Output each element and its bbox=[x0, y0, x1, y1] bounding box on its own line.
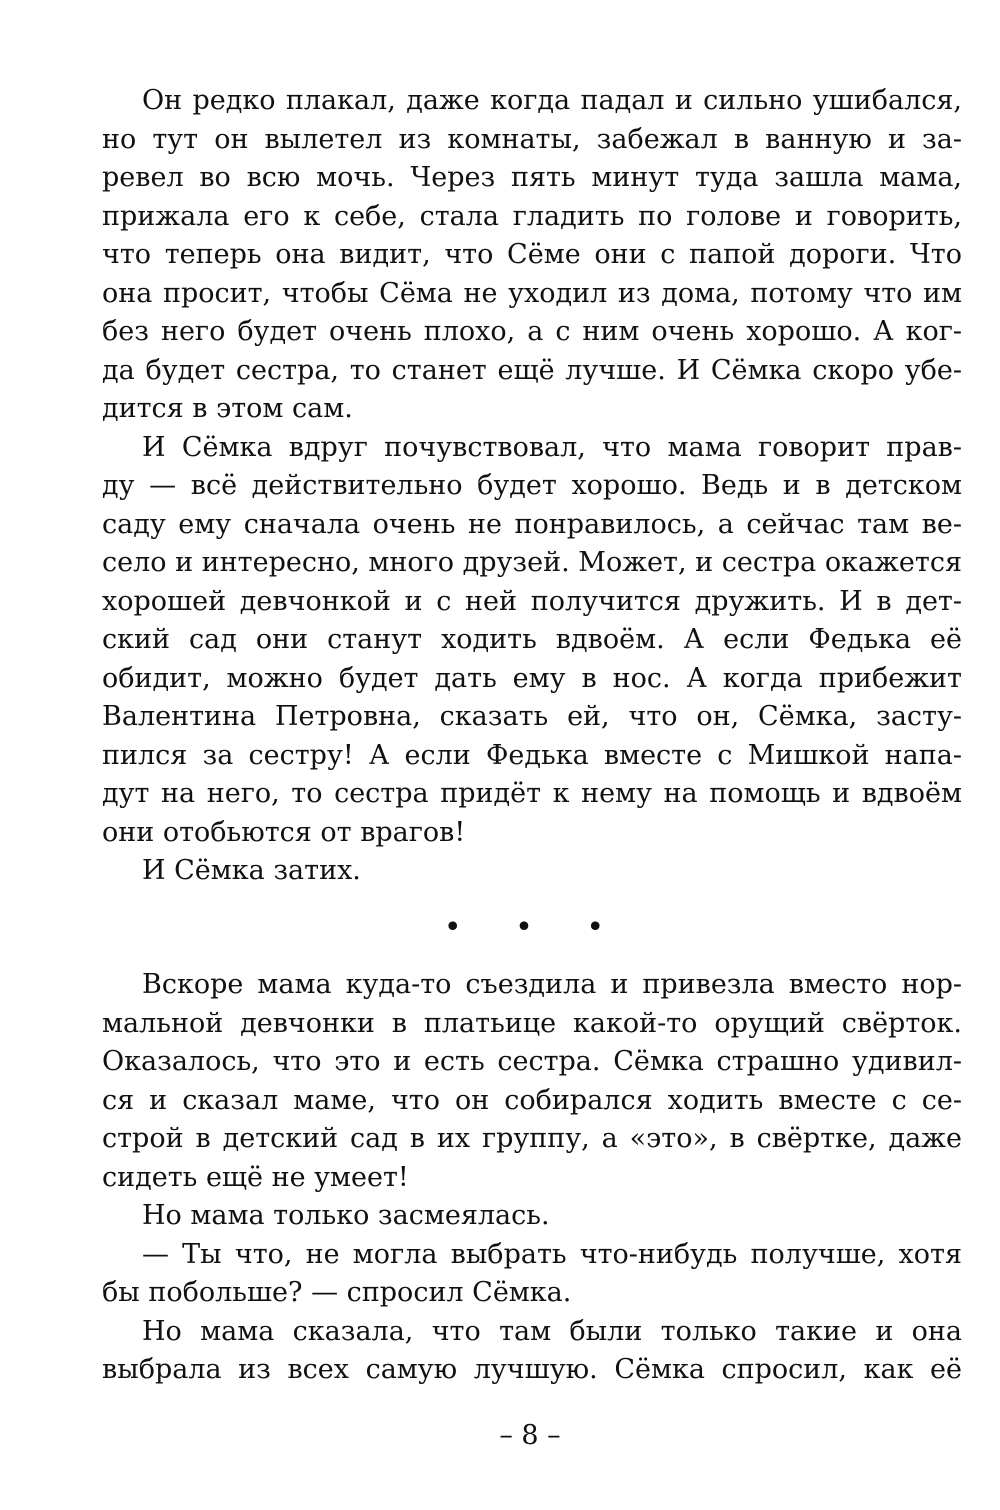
paragraph-line: хорошей девчонкой и с ней получится дружить. И в дет- bbox=[102, 585, 962, 617]
paragraph-line: ревел во всю мочь. Через пять минут туда зашла мама, bbox=[102, 162, 962, 193]
paragraph-line: село и интересно, много друзей. Может, и сестра окажется bbox=[102, 547, 962, 578]
paragraph-line: И Сёмка затих. bbox=[142, 855, 361, 886]
paragraph-line: прижала его к себе, стала гладить по голове и говорить, bbox=[102, 200, 962, 232]
paragraph-line: они отобьются от врагов! bbox=[102, 816, 466, 848]
paragraph-line: да будет сестра, то станет ещё лучше. И Сёмка скоро убе- bbox=[102, 354, 962, 386]
text-after-separator bbox=[102, 966, 962, 1390]
paragraph-line: — Ты что, не могла выбрать что-нибудь получше, хотя bbox=[142, 1238, 962, 1270]
page-number: – 8 – bbox=[499, 1420, 561, 1451]
paragraph-line: дится в этом сам. bbox=[102, 393, 353, 424]
paragraph-line: И Сёмка вдруг почувствовал, что мама говорит прав- bbox=[142, 431, 962, 463]
text-before-separator bbox=[102, 82, 962, 891]
paragraph-line: саду ему сначала очень не понравилось, а сейчас там ве- bbox=[102, 508, 962, 540]
paragraph-line: мальной девчонки в платьице какой-то орущий свёрток. bbox=[102, 1007, 962, 1039]
paragraph-line: строй в детский сад в их группу, а «это», в свёртке, даже bbox=[102, 1123, 962, 1154]
paragraph-line: дут на него, то сестра придёт к нему на помощь и вдвоём bbox=[102, 778, 962, 809]
paragraph-line: что теперь она видит, что Сёме они с папой дороги. Что bbox=[102, 239, 962, 270]
paragraph-line: пился за сестру! А если Федька вместе с Мишкой напа- bbox=[102, 739, 962, 771]
paragraph-line: она просит, чтобы Сёма не уходил из дома, потому что им bbox=[102, 277, 962, 309]
paragraph-line: ду — всё действительно будет хорошо. Ведь и в детском bbox=[102, 470, 962, 501]
paragraph-line: Вскоре мама куда-то съездила и привезла вместо нор- bbox=[142, 969, 962, 1000]
paragraph-line: Он редко плакал, даже когда падал и сильно ушибался, bbox=[142, 85, 962, 116]
paragraph-line: Валентина Петровна, сказать ей, что он, Сёмка, засту- bbox=[102, 701, 962, 732]
paragraph-line: Оказалось, что это и есть сестра. Сёмка страшно удивил- bbox=[102, 1046, 962, 1077]
paragraph-line: ся и сказал маме, что он собирался ходить вместе с се- bbox=[102, 1084, 962, 1116]
section-separator: • • • bbox=[443, 910, 627, 945]
paragraph-line: ский сад они станут ходить вдвоём. А если Федька её bbox=[102, 624, 962, 655]
paragraph-line: бы побольше? — спросил Сёмка. bbox=[102, 1277, 572, 1308]
paragraph-line: Но мама только засмеялась. bbox=[142, 1200, 550, 1231]
paragraph-line: обидит, можно будет дать ему в нос. А когда прибежит bbox=[102, 662, 962, 694]
paragraph-line: без него будет очень плохо, а с ним очень хорошо. А ког- bbox=[102, 316, 962, 347]
paragraph-line: Но мама сказала, что там были только такие и она bbox=[142, 1315, 962, 1347]
paragraph-line: выбрала из всех самую лучшую. Сёмка спросил, как её bbox=[102, 1354, 962, 1385]
paragraph-line: но тут он вылетел из комнаты, забежал в ванную и за- bbox=[102, 123, 962, 155]
paragraph-line: сидеть ещё не умеет! bbox=[102, 1161, 409, 1193]
